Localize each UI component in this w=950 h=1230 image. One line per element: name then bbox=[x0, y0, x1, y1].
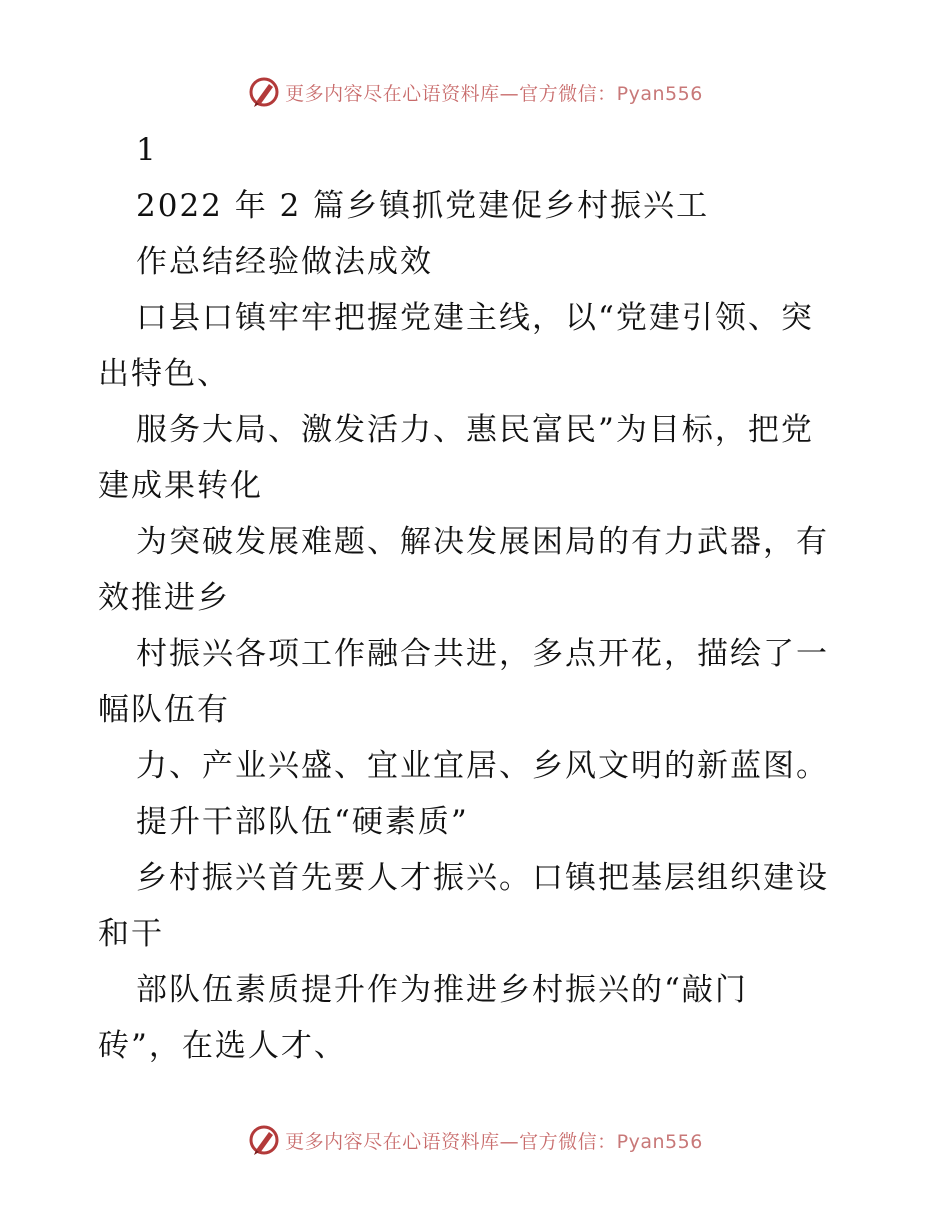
watermark-handle: Pyan556 bbox=[616, 1130, 703, 1153]
watermark-text: 更多内容尽在心语资料库—官方微信：Pyan556 bbox=[285, 82, 703, 105]
text-line: 服务大局、激发活力、惠民富民”为目标，把党 bbox=[136, 412, 814, 448]
text-line: 部队伍素质提升作为推进乡村振兴的“敲门 bbox=[136, 972, 748, 1008]
text-line: 幅队伍有 bbox=[98, 692, 230, 728]
pen-logo-icon bbox=[247, 1123, 281, 1157]
text-line: 建成果转化 bbox=[98, 468, 263, 504]
text-line: 提升干部队伍“硬素质” bbox=[136, 804, 469, 840]
text-line: 2022 年 2 篇乡镇抓党建促乡村振兴工 bbox=[136, 188, 710, 224]
text-line: 砖”，在选人才、 bbox=[98, 1028, 347, 1064]
document-body bbox=[98, 122, 858, 1074]
document-lines bbox=[98, 178, 858, 1074]
pen-logo-icon bbox=[247, 75, 281, 109]
text-line: 村振兴各项工作融合共进，多点开花，描绘了一 bbox=[136, 636, 829, 672]
watermark-handle: Pyan556 bbox=[616, 82, 703, 105]
text-line: 出特色、 bbox=[98, 356, 230, 392]
text-line: 乡村振兴首先要人才振兴。口镇把基层组织建设 bbox=[136, 860, 829, 896]
watermark-text: 更多内容尽在心语资料库—官方微信：Pyan556 bbox=[285, 1130, 703, 1153]
text-line: 作总结经验做法成效 bbox=[136, 244, 433, 280]
header-watermark bbox=[0, 72, 950, 112]
page-number: 1 bbox=[136, 132, 158, 168]
text-line: 口县口镇牢牢把握党建主线，以“党建引领、突 bbox=[136, 300, 814, 336]
text-line: 力、产业兴盛、宜业宜居、乡风文明的新蓝图。 bbox=[136, 748, 829, 784]
text-line: 效推进乡 bbox=[98, 580, 230, 616]
text-line: 为突破发展难题、解决发展困局的有力武器，有 bbox=[136, 524, 829, 560]
text-line: 和干 bbox=[98, 916, 164, 952]
footer-watermark bbox=[0, 1120, 950, 1160]
